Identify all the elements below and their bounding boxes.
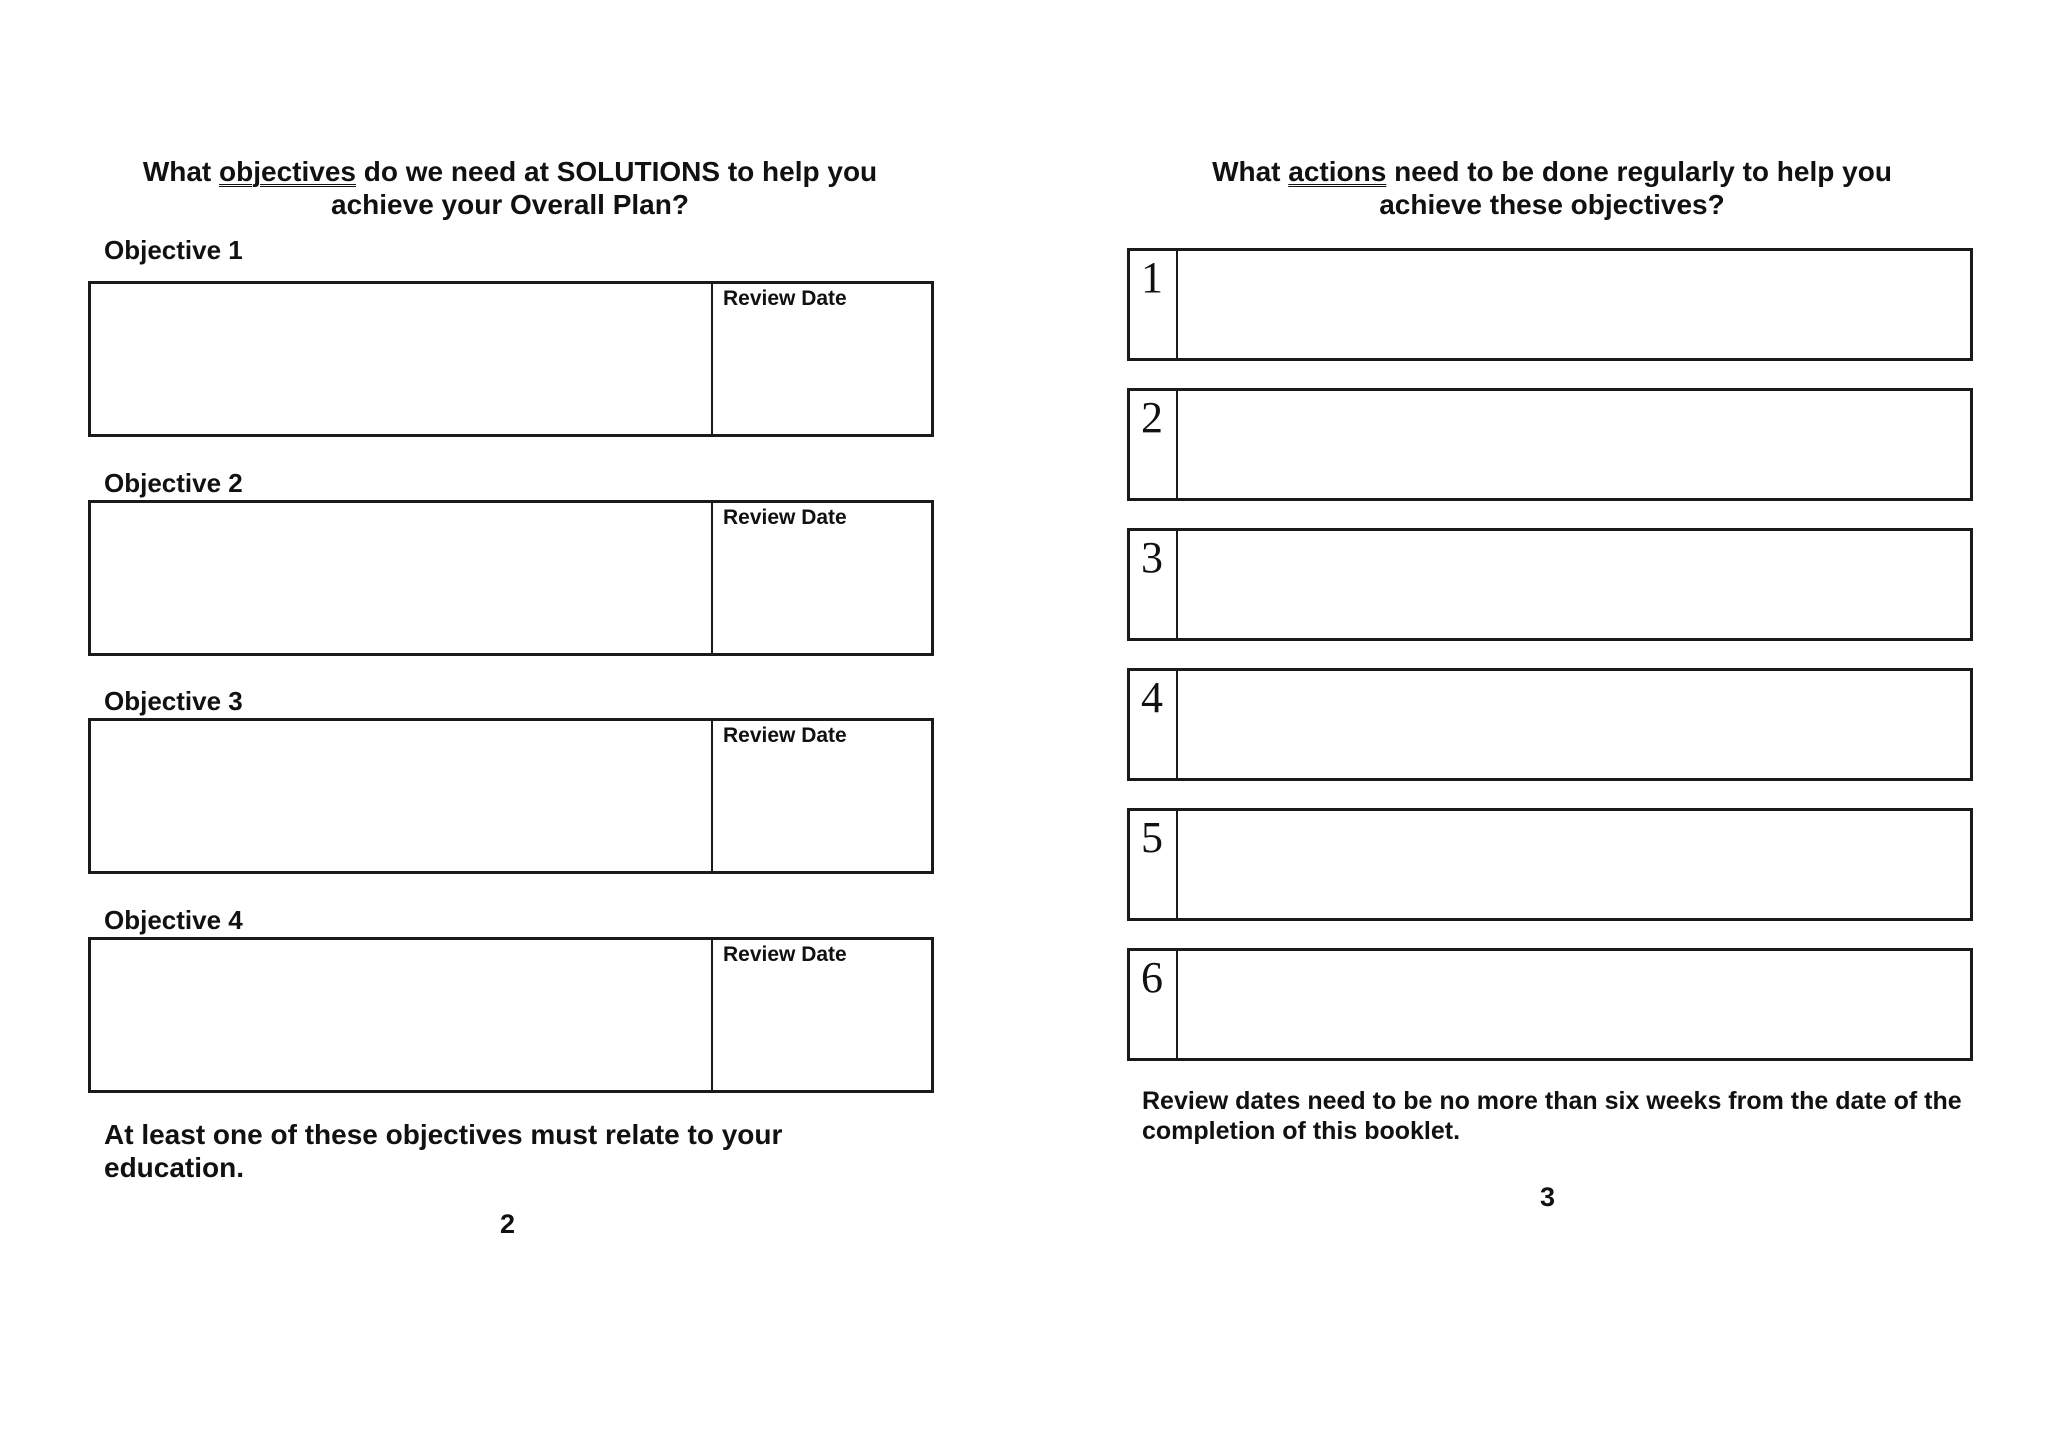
heading-text-prefix: What — [1212, 156, 1289, 187]
objective-2-box — [88, 500, 934, 656]
action-number: 6 — [1141, 953, 1163, 1002]
action-number: 5 — [1141, 813, 1163, 862]
action-number-cell — [1130, 811, 1178, 918]
objective-2-review-date-label: Review Date — [723, 506, 847, 529]
action-number-cell — [1130, 251, 1178, 358]
objective-3-review-date-label: Review Date — [723, 724, 847, 747]
action-number: 4 — [1141, 673, 1163, 722]
action-6-box[interactable] — [1127, 948, 1973, 1061]
objectives-heading — [80, 155, 940, 221]
page-right — [1024, 0, 2048, 1447]
heading-emphasis: objectives — [219, 156, 356, 187]
action-number: 2 — [1141, 393, 1163, 442]
objective-2-label: Objective 2 — [104, 468, 243, 498]
objective-1-field[interactable] — [91, 284, 713, 434]
objective-4-label: Objective 4 — [104, 905, 243, 935]
action-3-box[interactable] — [1127, 528, 1973, 641]
action-number-cell — [1130, 531, 1178, 638]
page-number-left: 2 — [500, 1209, 516, 1239]
heading-line2: achieve your Overall Plan? — [331, 189, 689, 220]
action-number: 1 — [1141, 253, 1163, 302]
review-dates-note: Review dates need to be no more than six weeks from the date of the completion of this booklet. — [1142, 1087, 1962, 1145]
objective-1-review-date-label: Review Date — [723, 287, 847, 310]
action-number-cell — [1130, 391, 1178, 498]
action-number-cell — [1130, 671, 1178, 778]
action-5-box[interactable] — [1127, 808, 1973, 921]
action-2-box[interactable] — [1127, 388, 1973, 501]
page-number-right: 3 — [1540, 1182, 1556, 1212]
heading-text-prefix: What — [142, 156, 220, 187]
objective-4-field[interactable] — [91, 940, 713, 1090]
action-number: 3 — [1141, 533, 1163, 582]
actions-heading — [1122, 155, 1982, 221]
objective-3-label: Objective 3 — [104, 686, 243, 716]
objective-3-field[interactable] — [91, 721, 713, 871]
objective-1-box — [88, 281, 934, 437]
objective-4-box — [88, 937, 934, 1093]
heading-emphasis: actions — [1288, 156, 1387, 187]
heading-text-suffix: do we need at SOLUTIONS to help you — [356, 156, 878, 187]
objective-1-label: Objective 1 — [104, 235, 243, 265]
action-4-box[interactable] — [1127, 668, 1973, 781]
education-note: At least one of these objectives must relate to your education. — [104, 1119, 783, 1183]
objective-4-review-date-label: Review Date — [723, 943, 847, 966]
objective-3-box — [88, 718, 934, 874]
action-1-box[interactable] — [1127, 248, 1973, 361]
heading-text-suffix: need to be done regularly to help you — [1386, 156, 1892, 187]
heading-line2: achieve these objectives? — [1379, 189, 1725, 220]
objective-2-field[interactable] — [91, 503, 713, 653]
action-number-cell — [1130, 951, 1178, 1058]
